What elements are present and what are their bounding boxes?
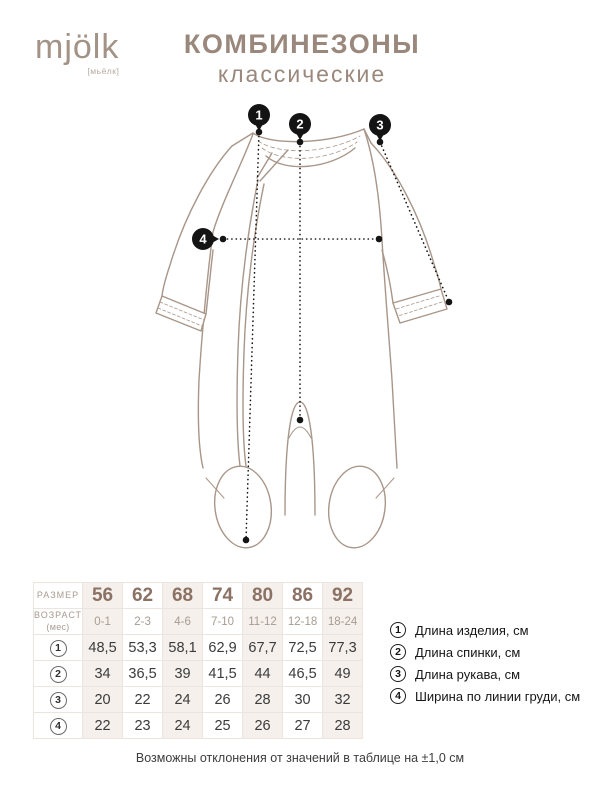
brand-logo-text: mjölk [35,28,120,66]
marker-pin-4-number: 4 [199,231,207,247]
measure-value: 25 [203,713,243,739]
measure-value: 20 [83,687,123,713]
measure-value: 22 [123,687,163,713]
marker-pin-3 [369,114,391,141]
measure-row-number-cell [34,661,83,687]
size-value: 92 [323,583,363,609]
measure-value: 44 [243,661,283,687]
size-table [33,582,363,739]
measure-value: 41,5 [203,661,243,687]
measure-value: 49 [323,661,363,687]
table-row-measure-3 [34,687,363,713]
measure-value: 58,1 [163,635,203,661]
size-value: 56 [83,583,123,609]
measurement-legend [390,619,580,707]
legend-item-label: Длина изделия, см [415,622,529,638]
measure-row-number-cell [34,635,83,661]
age-value: 4-6 [163,609,203,635]
measure-row-number: 4 [50,718,67,735]
measure-value: 23 [123,713,163,739]
age-row-label: ВОЗРАСТ (мес) [34,609,83,635]
legend-item-label: Длина рукава, см [415,666,521,682]
legend-item-2 [390,641,580,663]
age-value: 11-12 [243,609,283,635]
measure-value: 53,3 [123,635,163,661]
legend-item-label: Ширина по линии груди, см [415,688,581,704]
table-row-measure-4 [34,713,363,739]
legend-item-label: Длина спинки, см [415,644,521,660]
size-value: 74 [203,583,243,609]
measure-value: 22 [83,713,123,739]
table-row-measure-1 [34,635,363,661]
marker-pin-1 [248,104,270,131]
measure-value: 30 [283,687,323,713]
measure-value: 28 [323,713,363,739]
page-subtitle: классические [217,61,387,88]
measure-row-number: 1 [50,640,67,657]
measure-value: 24 [163,713,203,739]
brand-logo-transcription: [мьёлк] [87,66,120,76]
legend-item-number: 4 [390,688,406,704]
legend-item-number: 2 [390,644,406,660]
measure-row-number-cell [34,687,83,713]
size-value: 86 [283,583,323,609]
legend-item-4 [390,685,580,707]
measure-value: 62,9 [203,635,243,661]
marker-pin-2-number: 2 [296,116,304,132]
romper-outline [156,129,447,551]
size-value: 68 [163,583,203,609]
measure-value: 67,7 [243,635,283,661]
age-value: 2-3 [123,609,163,635]
age-value: 12-18 [283,609,323,635]
measure-value: 27 [283,713,323,739]
measure-value: 36,5 [123,661,163,687]
legend-item-number: 1 [390,622,406,638]
page-title: КОМБИНЕЗОНЫ [183,29,421,59]
measure-row-number: 2 [50,666,67,683]
legend-item-number: 3 [390,666,406,682]
measure-value: 34 [83,661,123,687]
measure-value: 77,3 [323,635,363,661]
table-row-age [34,609,363,635]
table-row-size [34,583,363,609]
table-row-measure-2 [34,661,363,687]
age-value: 7-10 [203,609,243,635]
legend-item-1 [390,619,580,641]
tolerance-note: Возможны отклонения от значений в таблице на ±1,0 см [135,751,465,765]
measure-value: 26 [243,713,283,739]
measure-value: 24 [163,687,203,713]
measure-value: 48,5 [83,635,123,661]
measure-row-number-cell [34,713,83,739]
measure-value: 72,5 [283,635,323,661]
measure-row-number: 3 [50,692,67,709]
size-row-label: РАЗМЕР [34,583,83,609]
size-value: 62 [123,583,163,609]
marker-pin-1-number: 1 [255,107,263,123]
age-value: 0-1 [83,609,123,635]
marker-pin-3-number: 3 [376,117,384,133]
size-value: 80 [243,583,283,609]
measure-value: 32 [323,687,363,713]
measure-value: 39 [163,661,203,687]
age-value: 18-24 [323,609,363,635]
measure-value: 46,5 [283,661,323,687]
measure-value: 26 [203,687,243,713]
legend-item-3 [390,663,580,685]
measure-value: 28 [243,687,283,713]
